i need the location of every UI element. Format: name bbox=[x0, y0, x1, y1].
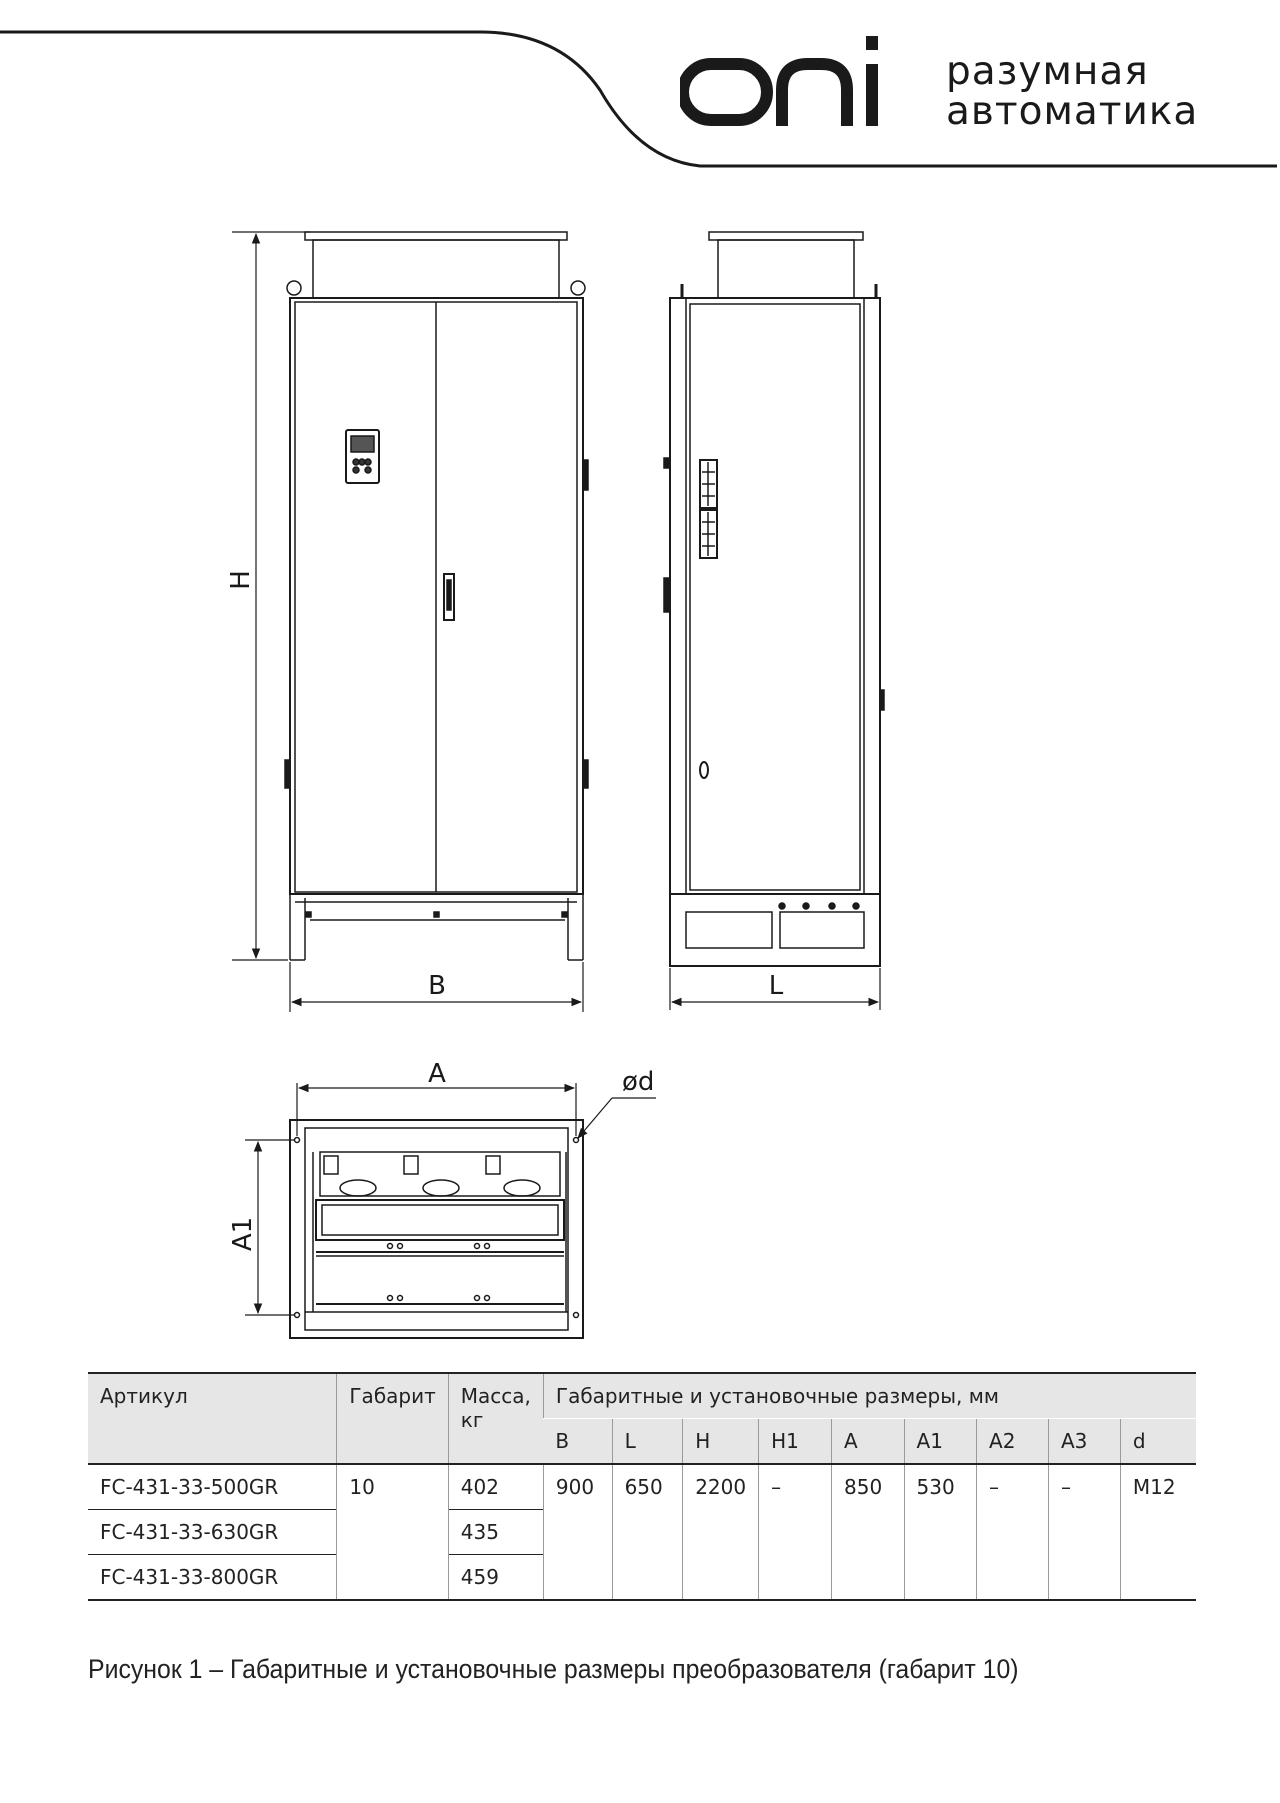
top-view bbox=[290, 1120, 583, 1338]
header-dims-group: Габаритные и установочные размеры, мм bbox=[543, 1373, 1196, 1419]
header-dim-a3: A3 bbox=[1048, 1419, 1120, 1465]
dim-b-cell: 900 bbox=[543, 1464, 612, 1600]
dim-h-cell: 2200 bbox=[683, 1464, 759, 1600]
header-dim-a: A bbox=[832, 1419, 905, 1465]
figure-caption: Рисунок 1 – Габаритные и установочные размеры преобразователя (габарит 10) bbox=[88, 1654, 1019, 1684]
header-dim-d: d bbox=[1120, 1419, 1196, 1465]
side-view bbox=[664, 232, 884, 966]
mass-cell: 459 bbox=[448, 1555, 543, 1601]
header-dim-h1: H1 bbox=[759, 1419, 832, 1465]
dim-h1-cell: – bbox=[759, 1464, 832, 1600]
hole-diameter-label: ød bbox=[622, 1067, 655, 1097]
front-view bbox=[285, 232, 588, 960]
header-dim-b: B bbox=[543, 1419, 612, 1465]
frame-cell: 10 bbox=[337, 1464, 448, 1600]
table-row bbox=[88, 1464, 1196, 1510]
dim-l-cell: 650 bbox=[612, 1464, 683, 1600]
dim-a2-cell: – bbox=[977, 1464, 1049, 1600]
spec-table bbox=[88, 1372, 1196, 1601]
article-cell: FC-431-33-800GR bbox=[88, 1555, 337, 1601]
article-cell: FC-431-33-630GR bbox=[88, 1510, 337, 1555]
dim-a3-cell: – bbox=[1048, 1464, 1120, 1600]
mass-cell: 402 bbox=[448, 1464, 543, 1510]
mount-depth-label: A1 bbox=[228, 1216, 258, 1252]
header-article: Артикул bbox=[88, 1373, 337, 1464]
header-dim-h: H bbox=[683, 1419, 759, 1465]
header-frame: Габарит bbox=[337, 1373, 448, 1464]
header-dim-l: L bbox=[612, 1419, 683, 1465]
mount-width-label: A bbox=[428, 1059, 446, 1089]
dim-d-cell: M12 bbox=[1120, 1464, 1196, 1600]
header-dim-a1: A1 bbox=[904, 1419, 977, 1465]
header-dim-a2: A2 bbox=[977, 1419, 1049, 1465]
width-label: B bbox=[428, 971, 446, 1001]
tagline-line-2: автоматика bbox=[946, 89, 1199, 134]
dim-a1-cell: 530 bbox=[904, 1464, 977, 1600]
depth-label: L bbox=[768, 971, 784, 1001]
header-mass: Масса, кг bbox=[448, 1373, 543, 1464]
height-dimension bbox=[232, 232, 310, 960]
tagline-line-1: разумная bbox=[946, 49, 1149, 94]
dim-a-cell: 850 bbox=[832, 1464, 905, 1600]
height-label: H bbox=[226, 570, 256, 590]
mass-cell: 435 bbox=[448, 1510, 543, 1555]
hole-diameter-leader bbox=[578, 1098, 656, 1138]
article-cell: FC-431-33-500GR bbox=[88, 1464, 337, 1510]
